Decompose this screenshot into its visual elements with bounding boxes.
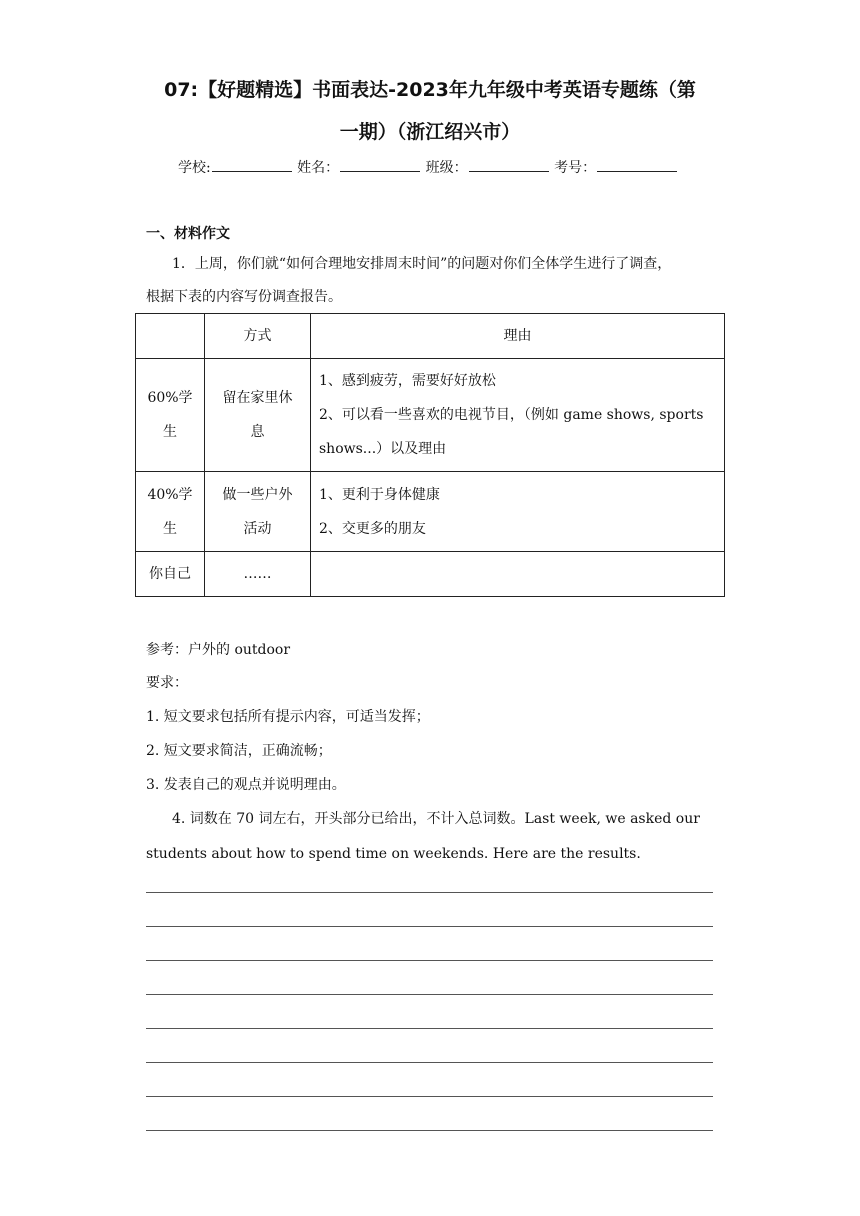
table-header-cell: 方式 [205,314,311,359]
requirements-label: 要求： [146,675,188,691]
school-label: 学校: [178,160,211,176]
group-cell: 60%学 生 [136,359,205,472]
reasons-cell: 1、更利于身体健康 2、交更多的朋友 [311,472,725,552]
school-blank[interactable] [212,157,292,172]
answer-line[interactable] [146,892,713,893]
method-cell: 做一些户外 活动 [205,472,311,552]
table-header-cell [136,314,205,359]
exam-number-blank[interactable] [597,157,677,172]
name-blank[interactable] [340,157,420,172]
section-heading: 一、材料作文 [146,226,230,242]
answer-line[interactable] [146,994,713,995]
requirement-2: 2. 短文要求简洁，正确流畅； [146,743,332,759]
answer-line[interactable] [146,926,713,927]
method-cell: …… [205,552,311,597]
requirement-4-line1: 4. 词数在 70 词左右，开头部分已给出，不计入总词数。Last week, we asked our [172,811,700,827]
requirement-1: 1. 短文要求包括所有提示内容，可适当发挥； [146,709,430,725]
class-blank[interactable] [469,157,549,172]
reference-note: 参考：户外的 outdoor [146,642,291,658]
answer-line[interactable] [146,1028,713,1029]
table-header-row [136,314,725,359]
answer-line[interactable] [146,1130,713,1131]
table-row [136,359,725,472]
group-cell: 40%学 生 [136,472,205,552]
exam-number-label: 考号： [554,160,597,176]
survey-table [135,313,725,597]
table-row [136,552,725,597]
question-line1: 1．上周，你们就“如何合理地安排周末时间”的问题对你们全体学生进行了调查， [172,256,672,272]
method-cell: 留在家里休 息 [205,359,311,472]
requirement-4-line2: students about how to spend time on weekends. Here are the results. [146,846,641,862]
answer-line[interactable] [146,960,713,961]
answer-line[interactable] [146,1096,713,1097]
requirement-3: 3. 发表自己的观点并说明理由。 [146,777,346,793]
name-label: 姓名： [297,160,340,176]
table-header-cell: 理由 [311,314,725,359]
group-cell: 你自己 [136,552,205,597]
student-info-line [178,156,678,180]
table-row [136,472,725,552]
class-label: 班级： [425,160,468,176]
question-line2: 根据下表的内容写份调查报告。 [146,289,342,305]
document-title-line1: 07:【好题精选】书面表达-2023年九年级中考英语专题练（第 [164,79,696,101]
reasons-cell[interactable] [311,552,725,597]
document-title-line2: 一期）（浙江绍兴市） [339,121,521,143]
reasons-cell: 1、感到疲劳，需要好好放松 2、可以看一些喜欢的电视节目，（例如 game shows, sports shows...）以及理由 [311,359,725,472]
answer-line[interactable] [146,1062,713,1063]
